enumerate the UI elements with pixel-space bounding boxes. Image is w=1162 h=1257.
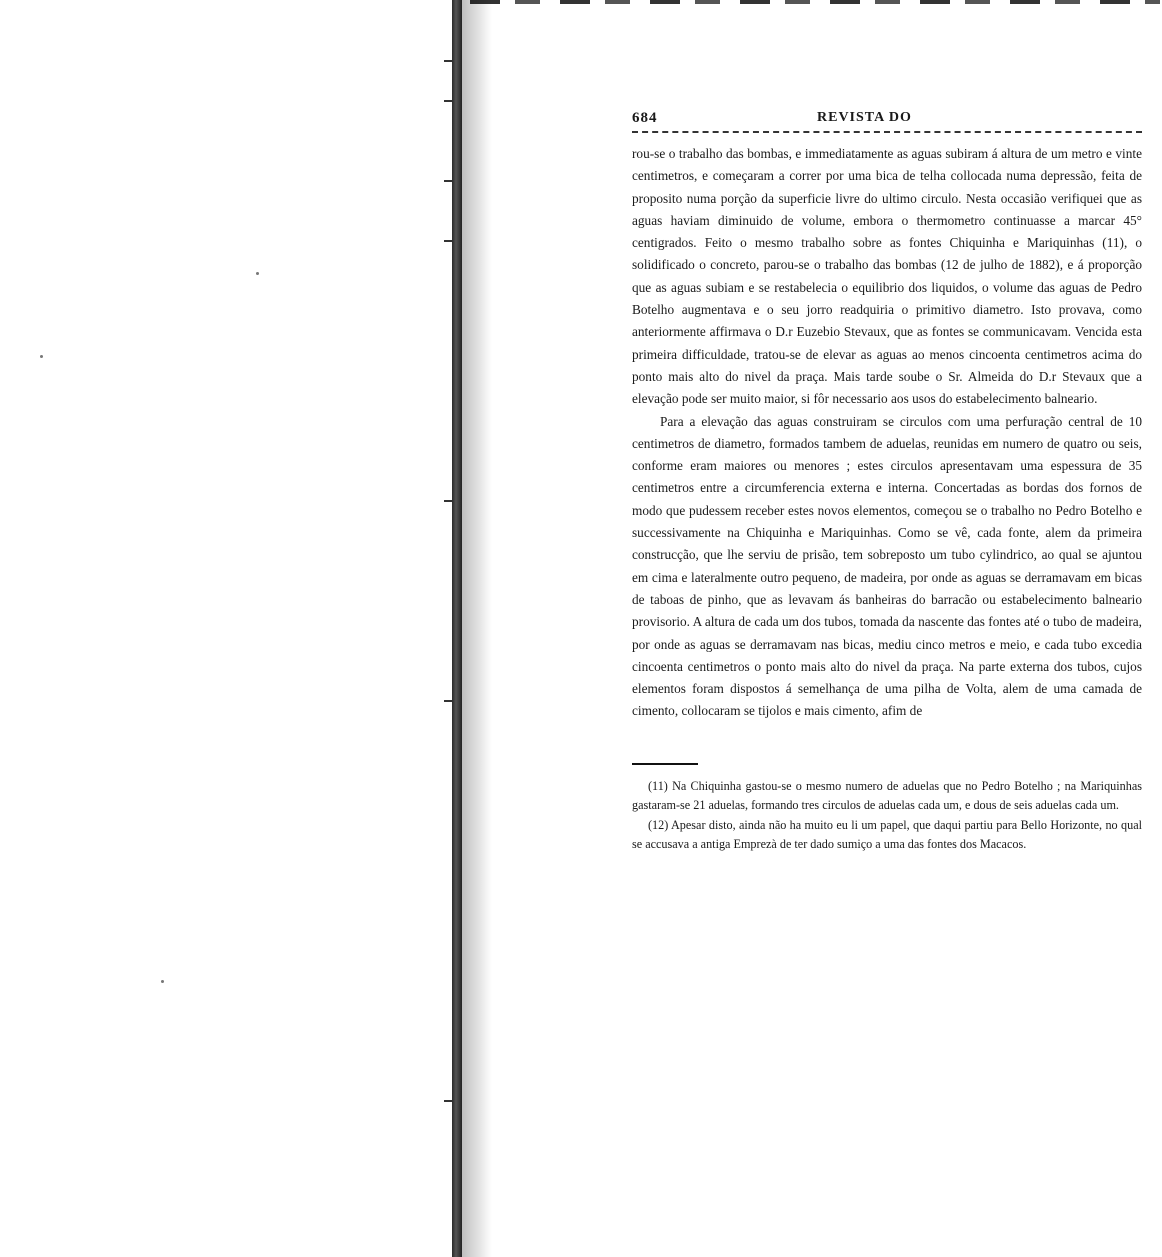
footnotes — [632, 777, 1142, 855]
gutter-shadow — [462, 0, 492, 1257]
body-text — [632, 143, 1142, 723]
gutter-mark — [444, 700, 452, 702]
scan-speck — [161, 980, 164, 983]
running-header — [632, 110, 1142, 133]
book-page — [632, 110, 1142, 855]
scan-speck — [40, 355, 43, 358]
gutter-mark — [444, 1100, 452, 1102]
footnote: (11) Na Chiquinha gastou-se o mesmo numero de aduelas que no Pedro Botelho ; na Mariquinhas gastaram-se 21 aduelas, formando tres circulos de aduelas cada um, e dous de seis aduelas cada um. — [632, 778, 1142, 813]
book-gutter — [440, 0, 510, 1257]
running-title: REVISTA DO — [817, 110, 912, 125]
scan-speck — [256, 272, 259, 275]
gutter-mark — [444, 100, 452, 102]
gutter-mark — [444, 60, 452, 62]
footnote-rule — [632, 763, 698, 765]
footnote: (12) Apesar disto, ainda não ha muito eu li um papel, que daqui partiu para Bello Horizonte, no qual se accusava a antiga Emprezà de ter dado sumiço a uma das fontes dos Macacos. — [632, 817, 1142, 852]
paragraph: Para a elevação das aguas construiram se circulos com uma perfuração central de 10 centimetros de diametro, formados tambem de aduelas, reunidas em numero de quatro ou seis, conforme eram maiores ou menores ; estes circulos apresentavam uma espessura de 35 centimetros entre a circumferencia externa e interna. Concertadas as bordas dos fornos de modo que pudessem receber estes novos elementos, começou se o trabalho no Pedro Botelho e successivamente na Chiquinha e Mariquinhas. Como se vê, cada fonte, alem da primeira construcção, que lhe serviu de prisão, tem sobreposto um tubo cylindrico, ao qual se ajuntou em cima e lateralmente outro pequeno, de madeira, por onde as aguas se derramavam em bicas de taboas de pinho, que as levavam ás banheiras do barracão ou estabelecimento balneario provisorio. A altura de cada um dos tubos, tomada da nascente das fontes até o tubo de madeira, por onde as aguas se derramavam nas bicas, mediu cinco metros e meio, e cada tubo excedia cincoenta centimetros o ponto mais alto do nivel da praça. Na parte externa dos tubos, cujos elementos foram dispostos á semelhança de uma pilha de Volta, alem de uma camada de cimento, collocaram se tijolos e mais cimento, afim de — [632, 413, 1142, 719]
gutter-mark — [444, 180, 452, 182]
page-number: 684 — [632, 110, 658, 126]
gutter-mark — [444, 500, 452, 502]
paragraph: rou-se o trabalho das bombas, e immediatamente as aguas subiram á altura de um metro e vinte centimetros, e começaram a correr por uma bica de telha collocada numa depressão, feita de proposito numa porção da superficie livre do ultimo circulo. Nesta occasião verifiquei que as aguas haviam diminuido de volume, embora o thermometro continuasse a marcar 45° centigrados. Feito o mesmo trabalho sobre as fontes Chiquinha e Mariquinhas (11), o solidificado o concreto, parou-se o trabalho das bombas (12 de julho de 1882), e á proporção que as aguas subiam e se restabelecia o equilibrio dos liquidos, o volume das aguas de Pedro Botelho augmentava e o seu jorro readquiria o primitivo diametro. Isto provava, como anteriormente affirmava o D.r Euzebio Stevaux, que as fontes se communicavam. Vencida esta primeira difficuldade, tratou-se de elevar as aguas ao menos cincoenta centimetros acima do ponto mais alto do nivel da praça. Mais tarde soube o Sr. Almeida do D.r Stevaux que a elevação pode ser muito maior, si fôr necessario aos usos do estabelecimento balneario. — [632, 146, 1142, 407]
book-spine — [452, 0, 462, 1257]
gutter-mark — [444, 240, 452, 242]
scan-top-edge — [470, 0, 1160, 4]
